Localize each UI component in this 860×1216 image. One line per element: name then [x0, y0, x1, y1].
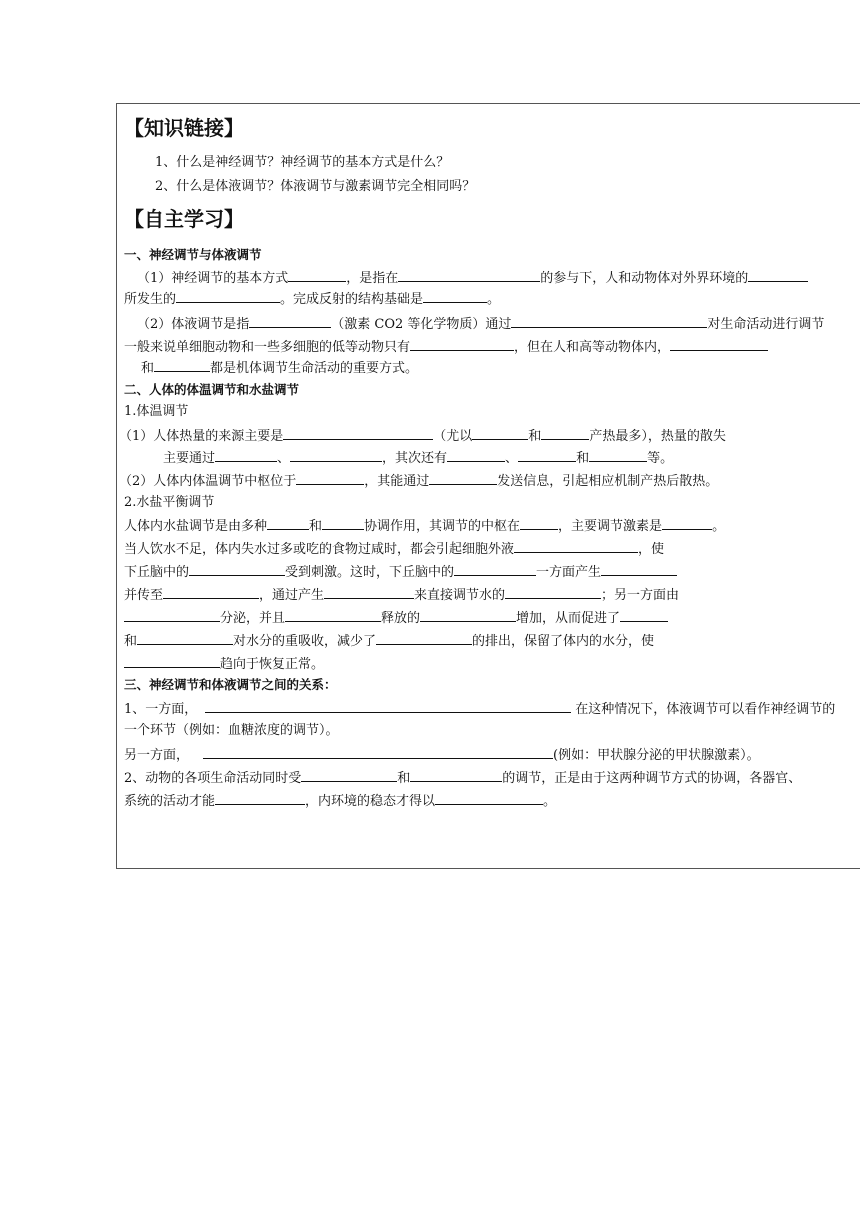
- relation-line-1: [124, 698, 835, 720]
- text: ，主要调节激素是: [558, 519, 663, 534]
- blank: [301, 767, 397, 782]
- question-1: 1、什么是神经调节？神经调节的基本方式是什么？: [155, 155, 450, 170]
- water-line-2: [124, 538, 664, 560]
- text: 和: [397, 771, 411, 786]
- blank: [163, 584, 259, 599]
- water-line-4: [124, 584, 679, 606]
- text: （2）体液调节是指: [137, 317, 250, 332]
- text: ；另一方面由: [601, 588, 680, 603]
- text: 和: [141, 361, 155, 376]
- blank: [398, 267, 540, 282]
- blank: [662, 515, 712, 530]
- part1-line-2: [124, 288, 500, 310]
- text: （1）神经调节的基本方式: [137, 271, 289, 286]
- water-line-7: [124, 653, 324, 675]
- text: 2、动物的各项生命活动同时受: [124, 771, 302, 786]
- section-knowledge-link: 【知识链接】: [124, 116, 244, 140]
- blank: [748, 267, 808, 282]
- text: 并传至: [124, 588, 164, 603]
- text: ，是指在: [346, 271, 399, 286]
- text: 产热最多），热量的散失: [589, 429, 726, 444]
- blank: [290, 447, 382, 462]
- part1-line-4: [124, 336, 768, 358]
- text: 和: [528, 429, 542, 444]
- blank: [429, 470, 497, 485]
- blank: [670, 336, 768, 351]
- blank: [505, 584, 601, 599]
- text: 。: [712, 519, 726, 534]
- water-line-3: [124, 561, 677, 583]
- text: 一方面产生: [536, 565, 602, 580]
- text: 。完成反射的结构基础是: [280, 292, 424, 307]
- temp-line-1: [119, 425, 726, 447]
- blank: [376, 630, 472, 645]
- blank: [447, 447, 505, 462]
- blank: [454, 561, 536, 576]
- part1-line-1: [137, 267, 808, 289]
- text: 、: [505, 451, 519, 466]
- text: ，通过产生: [259, 588, 325, 603]
- text: 分泌，并且: [220, 611, 286, 626]
- text: ，其能通过: [364, 474, 430, 489]
- blank: [472, 425, 528, 440]
- text: （1）人体热量的来源主要是: [119, 429, 284, 444]
- text: 、: [277, 451, 291, 466]
- section-self-study: 【自主学习】: [124, 207, 244, 231]
- temp-line-2: [163, 447, 673, 469]
- text: 。: [543, 794, 557, 809]
- text: 人体内水盐调节是由多种: [124, 519, 268, 534]
- text: 来直接调节水的: [414, 588, 506, 603]
- text: 主要通过: [163, 451, 216, 466]
- part1-line-5: [141, 357, 418, 379]
- text: 对水分的重吸收，减少了: [233, 634, 377, 649]
- blank: [124, 653, 220, 668]
- blank: [541, 425, 589, 440]
- text: 一般来说单细胞动物和一些多细胞的低等动物只有: [124, 340, 411, 355]
- blank: [203, 744, 553, 759]
- part3-heading: 三、神经调节和体液调节之间的关系：: [124, 677, 337, 692]
- text: 和: [309, 519, 323, 534]
- part1-line-3: [137, 313, 824, 335]
- blank: [518, 447, 576, 462]
- blank: [267, 515, 309, 530]
- blank: [154, 357, 210, 372]
- blank: [324, 584, 414, 599]
- text: 等。: [647, 451, 674, 466]
- blank: [514, 538, 638, 553]
- text: (例如：甲状腺分泌的甲状腺激素）。: [553, 748, 760, 763]
- blank: [435, 790, 543, 805]
- text: 在这种情况下，体液调节可以看作神经调节的: [575, 702, 836, 717]
- blank: [410, 767, 502, 782]
- blank: [176, 288, 280, 303]
- blank: [189, 561, 285, 576]
- blank: [249, 313, 331, 328]
- relation-line-2: 一个环节（例如：血糖浓度的调节）。: [124, 723, 339, 738]
- water-line-6: [124, 630, 654, 652]
- blank: [589, 447, 647, 462]
- blank: [124, 607, 220, 622]
- blank: [215, 447, 277, 462]
- part2-heading: 二、人体的体温调节和水盐调节: [124, 382, 300, 397]
- blank: [288, 267, 346, 282]
- blank: [283, 425, 433, 440]
- text: ，其次还有: [382, 451, 448, 466]
- temp-line-3: [119, 470, 718, 492]
- text: （尤以: [433, 429, 473, 444]
- relation-line-4: [124, 767, 801, 789]
- text: 的调节，正是由于这两种调节方式的协调，各器官、: [502, 771, 802, 786]
- text: 下丘脑中的: [124, 565, 190, 580]
- blank: [601, 561, 677, 576]
- water-salt-subheading: 2.水盐平衡调节: [124, 495, 215, 510]
- blank: [285, 607, 381, 622]
- question-2: 2、什么是体液调节？体液调节与激素调节完全相同吗？: [155, 179, 476, 194]
- text: 都是机体调节生命活动的重要方式。: [210, 361, 419, 376]
- text: 和: [124, 634, 138, 649]
- blank: [620, 607, 668, 622]
- text: 1、一方面，: [124, 702, 198, 717]
- temperature-subheading: 1.体温调节: [124, 404, 189, 419]
- text: 和: [576, 451, 590, 466]
- blank: [296, 470, 364, 485]
- text: （2）人体内体温调节中枢位于: [119, 474, 297, 489]
- text: 所发生的: [124, 292, 177, 307]
- blank: [420, 607, 516, 622]
- text: 对生命活动进行调节: [707, 317, 825, 332]
- text: 当人饮水不足，体内失水过多或吃的食物过咸时，都会引起细胞外液: [124, 542, 515, 557]
- text: 。: [487, 292, 501, 307]
- text: 发送信息，引起相应机制产热后散热。: [497, 474, 719, 489]
- blank: [520, 515, 558, 530]
- blank: [410, 336, 514, 351]
- text: 受到刺激。这时，下丘脑中的: [285, 565, 455, 580]
- text: ，使: [638, 542, 665, 557]
- blank: [423, 288, 487, 303]
- text: ，内环境的稳态才得以: [305, 794, 436, 809]
- relation-line-3: [124, 744, 760, 766]
- text: 的参与下，人和动物体对外界环境的: [540, 271, 749, 286]
- worksheet-frame: [116, 103, 860, 869]
- water-line-1: [124, 515, 725, 537]
- water-line-5: [124, 607, 668, 629]
- text: 的排出，保留了体内的水分，使: [472, 634, 655, 649]
- text: 系统的活动才能: [124, 794, 216, 809]
- blank: [511, 313, 707, 328]
- text: 另一方面，: [124, 748, 190, 763]
- blank: [137, 630, 233, 645]
- relation-line-5: [124, 790, 556, 812]
- text: 趋向于恢复正常。: [220, 657, 325, 672]
- blank: [205, 698, 571, 713]
- text: 增加，从而促进了: [516, 611, 621, 626]
- blank: [215, 790, 305, 805]
- blank: [322, 515, 364, 530]
- text: 协调作用，其调节的中枢在: [364, 519, 521, 534]
- text: 释放的: [381, 611, 421, 626]
- text: ，但在人和高等动物体内，: [514, 340, 671, 355]
- part1-heading: 一、神经调节与体液调节: [124, 247, 262, 262]
- text: （激素 CO2 等化学物质）通过: [331, 317, 512, 332]
